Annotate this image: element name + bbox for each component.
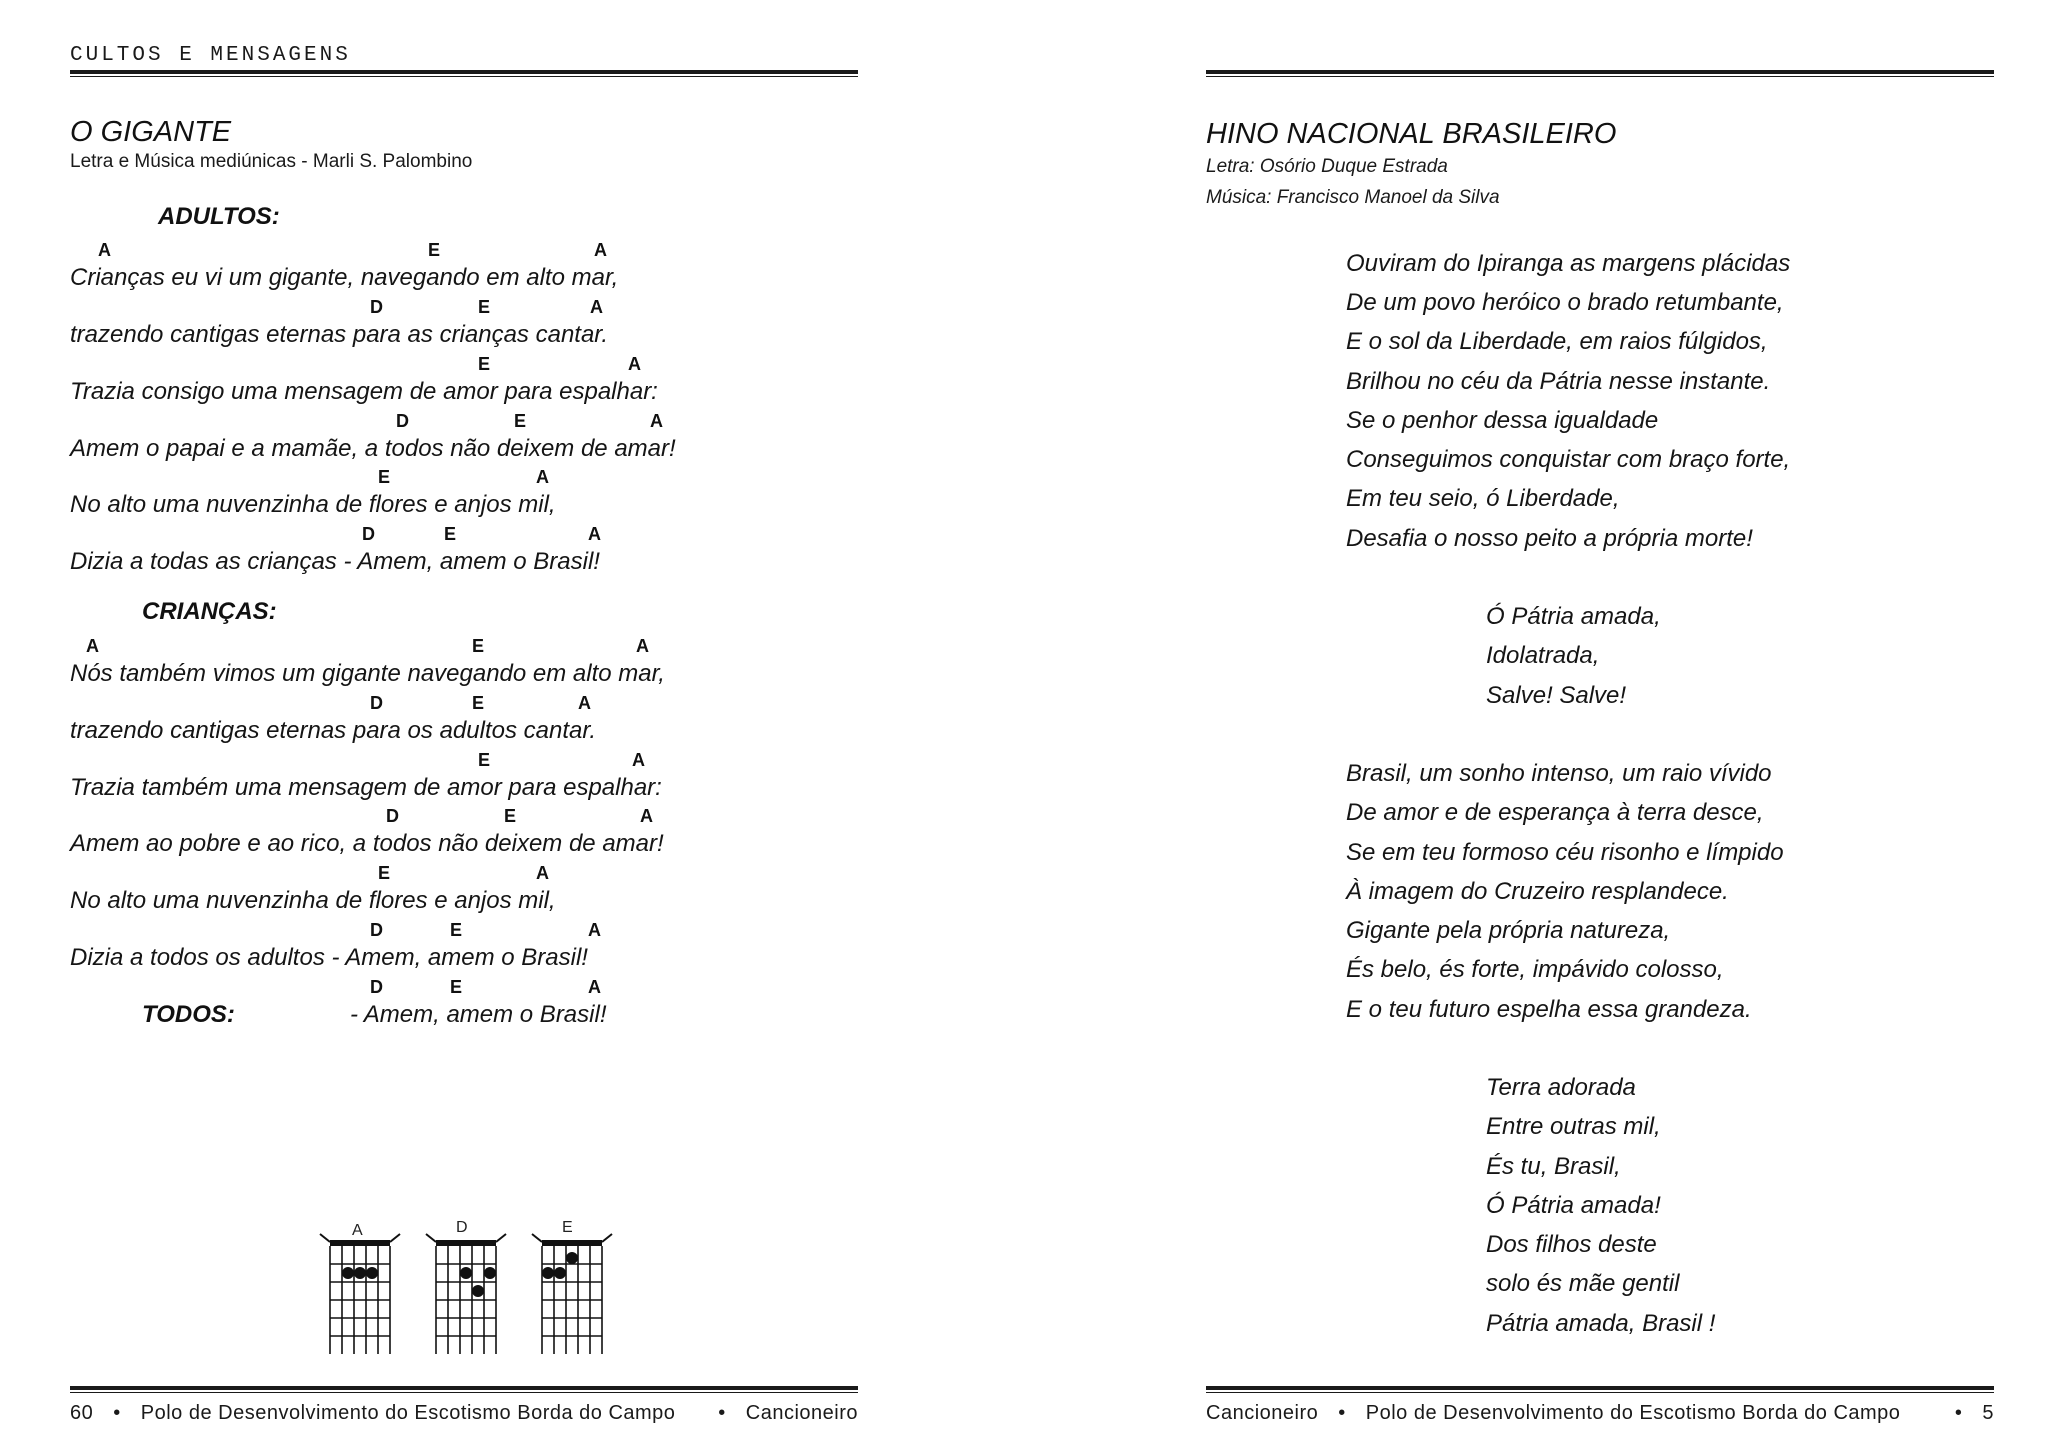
music-credit: Música: Francisco Manoel da Silva	[1206, 187, 1500, 208]
refrain-line: Salve! Salve!	[1486, 682, 1627, 709]
chord-label: E	[378, 863, 391, 883]
lyric-text: Nós também vimos um gigante navegando em alto mar,	[70, 660, 665, 687]
chord-label: E	[472, 636, 485, 656]
verse-line: Se o penhor dessa igualdade	[1346, 407, 1659, 434]
verse-line: Gigante pela própria natureza,	[1346, 917, 1671, 944]
lyric-text: Amem ao pobre e ao rico, a todos não deixem de amar!	[70, 830, 664, 857]
chord-label: E	[472, 693, 485, 713]
chord-diagram-name: A	[352, 1222, 363, 1239]
chord-label: E	[444, 524, 457, 544]
chord-label: A	[86, 636, 99, 656]
lyric-line	[70, 750, 870, 806]
verse-line: E o sol da Liberdade, em raios fúlgidos,	[1346, 328, 1768, 355]
chord-label: D	[370, 693, 383, 713]
chord-label: A	[640, 806, 653, 826]
lyric-line	[70, 863, 870, 919]
lyric-line	[70, 920, 870, 976]
chord-diagram-e	[530, 1218, 614, 1358]
chord-diagram-d	[424, 1218, 508, 1358]
verse-line: À imagem do Cruzeiro resplandece.	[1346, 878, 1729, 905]
footer-rule	[70, 1386, 858, 1390]
footer-separator: •	[1954, 1402, 1963, 1424]
lyric-text: Dizia a todas as crianças - Amem, amem o Brasil!	[70, 548, 600, 575]
lyric-line	[70, 297, 870, 353]
lyric-text: trazendo cantigas eternas para os adultos cantar.	[70, 717, 597, 744]
verse-line: Se em teu formoso céu risonho e límpido	[1346, 839, 1784, 866]
verse-line: Brasil, um sonho intenso, um raio vívido	[1346, 760, 1772, 787]
lyric-text: Trazia consigo uma mensagem de amor para espalhar:	[70, 378, 658, 405]
lyric-text: No alto uma nuvenzinha de flores e anjos mil,	[70, 887, 556, 914]
chord-label: E	[514, 411, 527, 431]
lyric-line	[70, 806, 870, 862]
section-label-todos: TODOS:	[142, 1001, 235, 1028]
chord-label: A	[650, 411, 663, 431]
lyric-line	[70, 354, 870, 410]
song-credit: Letra e Música mediúnicas - Marli S. Palombino	[70, 151, 473, 172]
chord-label: E	[504, 806, 517, 826]
lyric-line	[70, 524, 870, 580]
chord-label: A	[536, 863, 549, 883]
footer-rule-thin	[70, 1392, 858, 1393]
footer-book-title: Cancioneiro	[1206, 1402, 1319, 1424]
chord-label: D	[370, 920, 383, 940]
lyric-line	[70, 411, 870, 467]
chord-label: A	[536, 467, 549, 487]
footer-separator: •	[718, 1402, 726, 1424]
verse-line: Desafia o nosso peito a própria morte!	[1346, 525, 1753, 552]
refrain-line: És tu, Brasil,	[1486, 1153, 1621, 1180]
lyric-text: Trazia também uma mensagem de amor para espalhar:	[70, 774, 662, 801]
footer-separator: •	[1338, 1402, 1346, 1424]
chord-label: A	[98, 240, 111, 260]
refrain-line: solo és mãe gentil	[1486, 1270, 1680, 1297]
page-number: 5	[1982, 1402, 1994, 1424]
chord-label: A	[594, 240, 607, 260]
section-label-adultos: ADULTOS:	[158, 203, 280, 230]
page-footer	[1206, 1402, 1994, 1425]
chord-label: E	[450, 920, 463, 940]
footer-organization: Polo de Desenvolvimento do Escotismo Borda do Campo	[1365, 1402, 1901, 1424]
verse-line: Brilhou no céu da Pátria nesse instante.	[1346, 368, 1771, 395]
footer-organization: Polo de Desenvolvimento do Escotismo Borda do Campo	[140, 1402, 676, 1424]
footer-rule	[1206, 1386, 1994, 1390]
verse-line: És belo, és forte, impávido colosso,	[1346, 956, 1724, 983]
chord-label: E	[478, 750, 491, 770]
lyric-line	[70, 636, 870, 692]
chord-label: D	[370, 297, 383, 317]
lyric-line	[70, 240, 870, 296]
header-rule-thin	[70, 76, 858, 77]
chord-label: E	[428, 240, 441, 260]
chord-diagram-name: E	[562, 1219, 573, 1236]
chord-label: A	[590, 297, 603, 317]
verse-line: De um povo heróico o brado retumbante,	[1346, 289, 1784, 316]
chord-label: A	[636, 636, 649, 656]
chord-label: E	[378, 467, 391, 487]
verse-line: De amor e de esperança à terra desce,	[1346, 799, 1764, 826]
refrain-line: Entre outras mil,	[1486, 1113, 1661, 1140]
chord-label: A	[588, 920, 601, 940]
chord-label: E	[478, 354, 491, 374]
chord-label: D	[386, 806, 399, 826]
refrain-line: Ó Pátria amada,	[1486, 603, 1661, 630]
chord-diagram-a	[318, 1218, 402, 1358]
running-head: CULTOS E MENSAGENS	[70, 44, 351, 67]
page-number: 60	[70, 1402, 94, 1424]
lyrics-credit: Letra: Osório Duque Estrada	[1206, 156, 1448, 177]
verse-line: E o teu futuro espelha essa grandeza.	[1346, 996, 1752, 1023]
lyric-line	[70, 467, 870, 523]
footer-separator: •	[113, 1402, 121, 1424]
lyric-text: - Amem, amem o Brasil!	[350, 1001, 607, 1028]
left-page	[70, 0, 858, 1452]
lyric-line-todos	[70, 977, 870, 1033]
header-rule	[70, 70, 858, 74]
chord-label: A	[628, 354, 641, 374]
chord-label: A	[588, 977, 601, 997]
chord-label: D	[370, 977, 383, 997]
lyric-line	[70, 693, 870, 749]
refrain-line: Pátria amada, Brasil !	[1486, 1310, 1716, 1337]
chord-label: D	[396, 411, 409, 431]
refrain-line: Dos filhos deste	[1486, 1231, 1657, 1258]
right-page	[1206, 0, 1994, 1452]
lyric-text: Crianças eu vi um gigante, navegando em alto mar,	[70, 264, 619, 291]
verse-line: Ouviram do Ipiranga as margens plácidas	[1346, 250, 1791, 277]
lyric-text: No alto uma nuvenzinha de flores e anjos mil,	[70, 491, 556, 518]
lyric-text: Amem o papai e a mamãe, a todos não deixem de amar!	[70, 435, 676, 462]
footer-book-title: Cancioneiro	[745, 1402, 858, 1424]
footer-rule-thin	[1206, 1392, 1994, 1393]
verse-line: Em teu seio, ó Liberdade,	[1346, 485, 1620, 512]
section-label-criancas: CRIANÇAS:	[142, 598, 277, 625]
lyric-text: trazendo cantigas eternas para as crianças cantar.	[70, 321, 609, 348]
chord-label: E	[450, 977, 463, 997]
refrain-line: Ó Pátria amada!	[1486, 1192, 1661, 1219]
lyric-text: Dizia a todos os adultos - Amem, amem o Brasil!	[70, 944, 588, 971]
page-footer	[70, 1402, 858, 1425]
chord-label: A	[588, 524, 601, 544]
verse-line: Conseguimos conquistar com braço forte,	[1346, 446, 1791, 473]
chord-label: A	[578, 693, 591, 713]
song-title: HINO NACIONAL BRASILEIRO	[1206, 118, 1617, 150]
chord-label: E	[478, 297, 491, 317]
header-rule-thin	[1206, 76, 1994, 77]
refrain-line: Idolatrada,	[1486, 642, 1600, 669]
chord-label: D	[362, 524, 375, 544]
chord-label: A	[632, 750, 645, 770]
refrain-line: Terra adorada	[1486, 1074, 1636, 1101]
chord-diagram-name: D	[456, 1219, 468, 1236]
header-rule	[1206, 70, 1994, 74]
song-title: O GIGANTE	[70, 116, 232, 148]
